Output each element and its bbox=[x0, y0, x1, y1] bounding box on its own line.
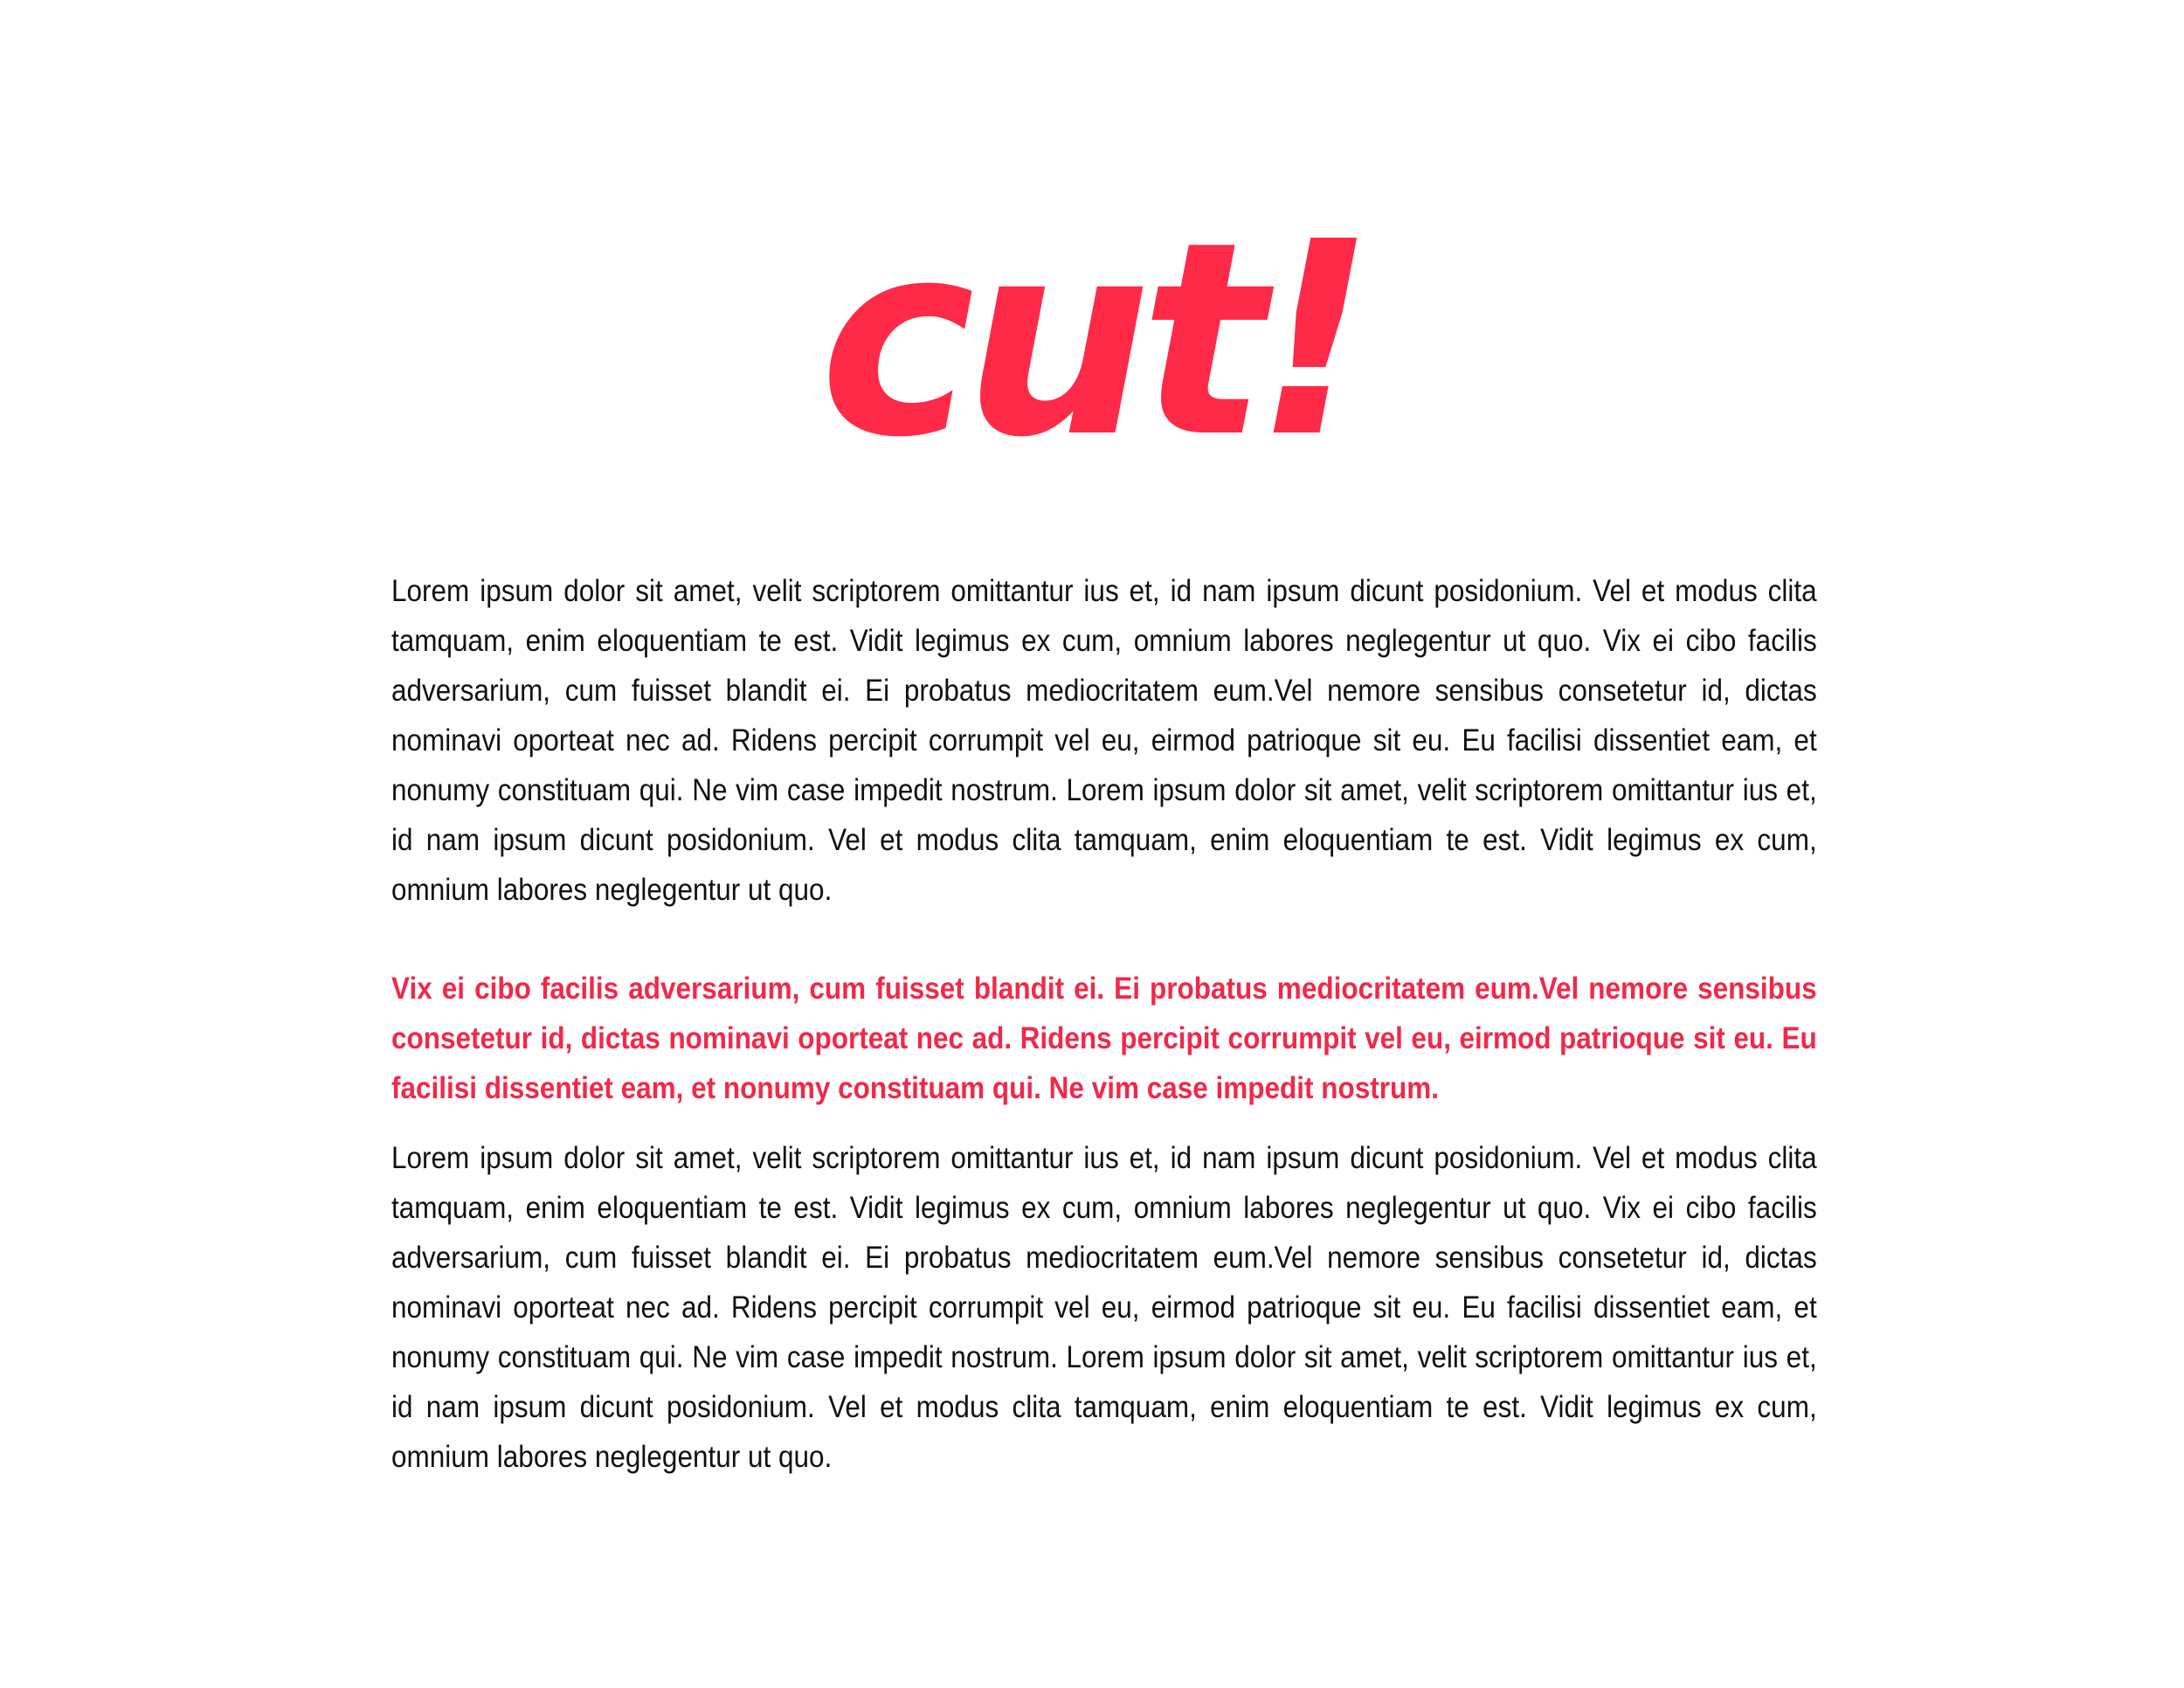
body-paragraph-2: Lorem ipsum dolor sit amet, velit scriptorem omittantur ius et, id nam ipsum dicunt posidonium. Vel et modus clita tamquam, enim eloquentiam te est. Vidit legimus ex cum, omnium labores neglegentur ut quo. Vix ei cibo facilis adversarium, cum fuisset blandit ei. Ei probatus mediocritatem eum.Vel nemore sensibus consetetur id, dictas nominavi oporteat nec ad. Ridens percipit corrumpit vel eu, eirmod patrioque sit eu. Eu facilisi dissentiet eam, et nonumy constituam qui. Ne vim case impedit nostrum. Lorem ipsum dolor sit amet, velit scriptorem omittantur ius et, id nam ipsum dicunt posidonium. Vel et modus clita tamquam, enim eloquentiam te est. Vidit legimus ex cum, omnium labores neglegentur ut quo. bbox=[391, 1141, 1817, 1474]
highlight-paragraph: Vix ei cibo facilis adversarium, cum fuisset blandit ei. Ei probatus mediocritatem eum.Vel nemore sensibus consetetur id, dictas nominavi oporteat nec ad. Ridens percipit corrumpit vel eu, eirmod patrioque sit eu. Eu facilisi dissentiet eam, et nonumy constituam qui. Ne vim case impedit nostrum. bbox=[391, 972, 1817, 1105]
body-paragraph-1: Lorem ipsum dolor sit amet, velit scriptorem omittantur ius et, id nam ipsum dicunt posidonium. Vel et modus clita tamquam, enim eloquentiam te est. Vidit legimus ex cum, omnium labores neglegentur ut quo. Vix ei cibo facilis adversarium, cum fuisset blandit ei. Ei probatus mediocritatem eum.Vel nemore sensibus consetetur id, dictas nominavi oporteat nec ad. Ridens percipit corrumpit vel eu, eirmod patrioque sit eu. Eu facilisi dissentiet eam, et nonumy constituam qui. Ne vim case impedit nostrum. Lorem ipsum dolor sit amet, velit scriptorem omittantur ius et, id nam ipsum dicunt posidonium. Vel et modus clita tamquam, enim eloquentiam te est. Vidit legimus ex cum, omnium labores neglegentur ut quo. bbox=[391, 574, 1817, 907]
document-body bbox=[391, 566, 1817, 1482]
cut-logo: cut! bbox=[819, 184, 1365, 496]
